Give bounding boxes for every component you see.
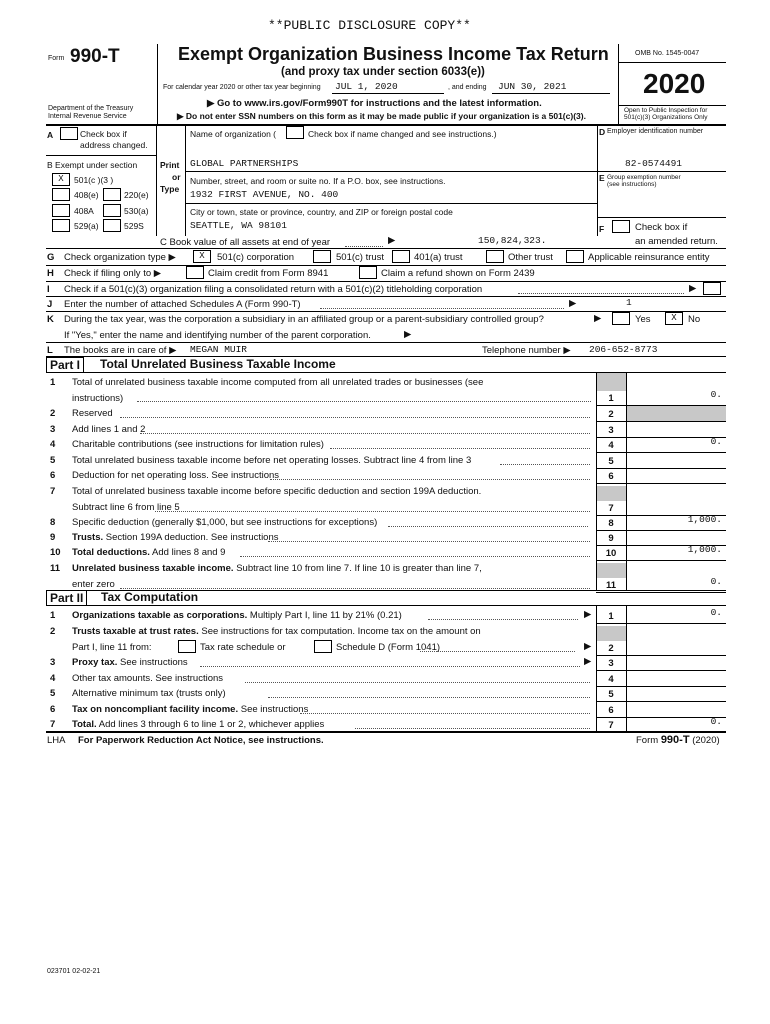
part2-line-num: 1 bbox=[50, 610, 56, 621]
part1-box-number: 8 bbox=[608, 518, 614, 529]
org-name-label: Name of organization ( bbox=[190, 129, 276, 139]
line-h-label: Check if filing only to ▶ bbox=[64, 268, 162, 279]
part1-box-number: 6 bbox=[608, 471, 614, 482]
box-f-letter: F bbox=[599, 224, 605, 234]
529a-label: 529(a) bbox=[74, 221, 99, 231]
phone-label: Telephone number ▶ bbox=[482, 345, 571, 356]
part1-line-num: 4 bbox=[50, 439, 56, 450]
part2-value-input[interactable]: 0. bbox=[710, 607, 722, 618]
arrow-icon: ▶ bbox=[584, 641, 592, 652]
part1-box-number: 3 bbox=[608, 425, 614, 436]
reinsurance-checkbox[interactable] bbox=[566, 250, 584, 263]
part2-line-desc: See instructions for tax computation. Income tax on the amount on bbox=[198, 626, 481, 637]
box-d-letter: D bbox=[599, 127, 606, 137]
org-name: GLOBAL PARTNERSHIPS bbox=[190, 158, 299, 169]
220e-checkbox[interactable] bbox=[103, 188, 121, 201]
501c-trust-checkbox[interactable] bbox=[313, 250, 331, 263]
box-a-letter: A bbox=[47, 130, 54, 140]
part2-box-number: 5 bbox=[608, 689, 614, 700]
amended-return-checkbox[interactable] bbox=[612, 220, 630, 233]
line-j-letter: J bbox=[47, 299, 53, 310]
part1-box-number: 7 bbox=[608, 503, 614, 514]
part1-box-number: 4 bbox=[608, 440, 614, 451]
part2-line-desc: Multiply Part I, line 11 by 21% (0.21) bbox=[247, 610, 402, 621]
part1-line-num: 1 bbox=[50, 377, 56, 388]
part2-line-desc: See instructions bbox=[238, 704, 309, 715]
line-k-label: During the tax year, was the corporation a subsidiary in an affiliated group or a parent-subsidiary controlled group? bbox=[64, 314, 544, 325]
part1-box-number: 10 bbox=[605, 548, 617, 559]
line-k-letter: K bbox=[47, 314, 54, 325]
part1-line-desc: Section 199A deduction. See instructions bbox=[103, 532, 279, 543]
part1-value-input[interactable]: 1,000. bbox=[687, 514, 722, 525]
part2-line-bold: Organizations taxable as corporations. bbox=[72, 610, 248, 621]
or-label: or bbox=[172, 172, 181, 182]
name-changed-checkbox[interactable] bbox=[286, 126, 304, 139]
part1-box-number: 11 bbox=[605, 580, 617, 591]
other-trust-checkbox[interactable] bbox=[486, 250, 504, 263]
form-number: 990-T bbox=[70, 46, 120, 67]
line-g-letter: G bbox=[47, 252, 55, 263]
part2-line-text2: Part I, line 11 from: bbox=[72, 642, 152, 653]
part1-line-text: Total of unrelated business taxable income before specific deduction and section 199A deduction. bbox=[72, 486, 482, 497]
schedule-d-label: Schedule D (Form 1041) bbox=[336, 642, 441, 653]
other-trust-label: Other trust bbox=[508, 252, 553, 263]
name-changed-label: Check box if name changed and see instructions.) bbox=[308, 129, 497, 139]
part1-box-number: 9 bbox=[608, 533, 614, 544]
part1-line-num: 3 bbox=[50, 424, 56, 435]
408e-label: 408(e) bbox=[74, 190, 99, 200]
part1-line-num: 11 bbox=[50, 563, 61, 574]
part-i-title: Total Unrelated Business Taxable Income bbox=[100, 357, 336, 371]
part2-line-text bbox=[72, 704, 308, 715]
address-changed-checkbox[interactable] bbox=[60, 127, 78, 140]
irs-label: Internal Revenue Service bbox=[48, 113, 127, 120]
line-j-label: Enter the number of attached Schedules A (Form 990-T) bbox=[64, 299, 301, 310]
part1-line-bold: Trusts. bbox=[72, 532, 104, 543]
no-label: No bbox=[688, 314, 701, 325]
box-d-label: Employer identification number bbox=[607, 128, 704, 135]
part1-value-input[interactable]: 1,000. bbox=[687, 544, 722, 555]
subsidiary-no-checkbox[interactable]: X bbox=[665, 312, 683, 325]
501c-checkbox[interactable]: X bbox=[52, 173, 70, 186]
box-e-label2: (see instructions) bbox=[607, 181, 657, 188]
tax-year-end: JUN 30, 2021 bbox=[498, 81, 567, 92]
dept-treasury: Department of the Treasury bbox=[48, 105, 134, 112]
part1-line-text: Add lines 1 and 2 bbox=[72, 424, 146, 435]
tax-year: 2020 bbox=[643, 68, 706, 99]
box-b-label: B Exempt under section bbox=[47, 160, 138, 170]
part2-line-num: 6 bbox=[50, 704, 56, 715]
part2-line-text bbox=[72, 657, 188, 668]
part1-line-text2: Subtract line 6 from line 5 bbox=[72, 502, 180, 513]
form-2439-checkbox[interactable] bbox=[359, 266, 377, 279]
footer-form-word: Form bbox=[636, 735, 659, 746]
city-label: City or town, state or province, country, and ZIP or foreign postal code bbox=[190, 207, 453, 217]
phone-number: 206-652-8773 bbox=[589, 344, 658, 355]
lha-label: LHA bbox=[47, 735, 66, 746]
part2-box-number: 1 bbox=[608, 611, 614, 622]
part2-box-number: 2 bbox=[608, 643, 614, 654]
part1-line-text: Reserved bbox=[72, 408, 113, 419]
book-value: 150,824,323. bbox=[478, 235, 547, 246]
part2-line-num: 4 bbox=[50, 673, 56, 684]
part2-line-text bbox=[72, 610, 402, 621]
501c-corp-checkbox[interactable]: X bbox=[193, 250, 211, 263]
schedules-count: 1 bbox=[626, 297, 632, 308]
reinsurance-label: Applicable reinsurance entity bbox=[588, 252, 710, 263]
yes-label: Yes bbox=[635, 314, 651, 325]
part2-line-text: Alternative minimum tax (trusts only) bbox=[72, 688, 226, 699]
tax-rate-schedule-checkbox[interactable] bbox=[178, 640, 196, 653]
part1-line-num: 6 bbox=[50, 470, 56, 481]
form-8941-label: Claim credit from Form 8941 bbox=[208, 268, 329, 279]
part2-line-text bbox=[72, 719, 324, 730]
calendar-year-text: For calendar year 2020 or other tax year beginning bbox=[163, 84, 321, 91]
goto-instructions: ▶ Go to www.irs.gov/Form990T for instructions and the latest information. bbox=[207, 98, 542, 109]
part1-line-num: 2 bbox=[50, 408, 56, 419]
city-state-zip: SEATTLE, WA 98101 bbox=[190, 220, 287, 231]
part1-line-text: Specific deduction (generally $1,000, but see instructions for exceptions) bbox=[72, 517, 378, 528]
form-title: Exempt Organization Business Income Tax Return bbox=[178, 44, 609, 64]
arrow-icon: ▶ bbox=[594, 313, 602, 324]
footer-form-ref bbox=[636, 734, 720, 746]
401a-trust-label: 401(a) trust bbox=[414, 252, 463, 263]
part1-line-num: 9 bbox=[50, 532, 56, 543]
schedule-d-checkbox[interactable] bbox=[314, 640, 332, 653]
part1-line-text2: enter zero bbox=[72, 579, 115, 590]
arrow-icon: ▶ bbox=[584, 656, 592, 667]
box-f-label1: Check box if bbox=[635, 222, 688, 233]
ein-value: 82-0574491 bbox=[625, 158, 683, 169]
part2-box-number: 4 bbox=[608, 674, 614, 685]
408a-checkbox[interactable] bbox=[52, 204, 70, 217]
footer-form-number: 990-T bbox=[660, 734, 690, 746]
part1-line-text bbox=[72, 563, 482, 574]
part1-line-text bbox=[72, 547, 225, 558]
408a-label: 408A bbox=[74, 206, 94, 216]
part1-line-num: 7 bbox=[50, 486, 56, 497]
arrow-icon: ▶ bbox=[569, 298, 577, 309]
part-i-tag: Part I bbox=[46, 357, 84, 373]
part1-line-text: Charitable contributions (see instructions for limitation rules) bbox=[72, 439, 324, 450]
part1-line-text: Deduction for net operating loss. See instructions bbox=[72, 470, 280, 481]
401a-trust-checkbox[interactable] bbox=[392, 250, 410, 263]
part1-value-input[interactable]: 0. bbox=[710, 389, 722, 400]
part1-line-bold: Total deductions. bbox=[72, 547, 150, 558]
part1-line-num: 8 bbox=[50, 517, 56, 528]
part2-line-bold: Tax on noncompliant facility income. bbox=[72, 704, 239, 715]
530a-label: 530(a) bbox=[124, 206, 149, 216]
part1-box-number: 5 bbox=[608, 456, 614, 467]
part2-box-number: 7 bbox=[608, 720, 614, 731]
part-ii-title: Tax Computation bbox=[101, 590, 199, 604]
box-c-label: C Book value of all assets at end of year bbox=[160, 237, 331, 248]
tax-rate-schedule-label: Tax rate schedule or bbox=[200, 642, 286, 653]
part2-line-bold: Trusts taxable at trust rates. bbox=[72, 626, 199, 637]
530a-checkbox[interactable] bbox=[103, 204, 121, 217]
omb-number: OMB No. 1545-0047 bbox=[635, 50, 700, 57]
part2-line-desc: Add lines 3 through 6 to line 1 or 2, whichever applies bbox=[96, 719, 325, 730]
part1-line-text bbox=[72, 532, 279, 543]
arrow-icon: ▶ bbox=[584, 609, 592, 620]
form-label: Form bbox=[48, 55, 65, 62]
220e-label: 220(e) bbox=[124, 190, 149, 200]
line-g-label: Check organization type ▶ bbox=[64, 252, 176, 263]
part2-line-desc: See instructions bbox=[117, 657, 188, 668]
408e-checkbox[interactable] bbox=[52, 188, 70, 201]
part1-line-bold: Unrelated business taxable income. bbox=[72, 563, 234, 574]
street-label: Number, street, and room or suite no. If a P.O. box, see instructions. bbox=[190, 176, 446, 186]
part1-line-num: 5 bbox=[50, 455, 56, 466]
part2-value-input[interactable]: 0. bbox=[710, 716, 722, 727]
arrow-icon: ▶ bbox=[388, 235, 396, 246]
subsidiary-yes-checkbox[interactable] bbox=[612, 312, 630, 325]
part1-value-input[interactable]: 0. bbox=[710, 576, 722, 587]
line-l-letter: L bbox=[47, 345, 53, 356]
part1-box-number: 2 bbox=[608, 409, 614, 420]
tax-year-begin: JUL 1, 2020 bbox=[335, 81, 398, 92]
part1-value-input[interactable]: 0. bbox=[710, 436, 722, 447]
form-2439-label: Claim a refund shown on Form 2439 bbox=[381, 268, 535, 279]
form-code: 023701 02-02-21 bbox=[47, 968, 101, 975]
public-disclosure-banner: **PUBLIC DISCLOSURE COPY** bbox=[268, 18, 471, 33]
line-i-label: Check if a 501(c)(3) organization filing a consolidated return with a 501(c)(2) titleholding corporation bbox=[64, 284, 483, 295]
part2-line-num: 7 bbox=[50, 719, 56, 730]
box-a-label1: Check box if bbox=[80, 129, 127, 139]
and-ending-text: , and ending bbox=[448, 84, 487, 91]
part1-line-text: Total unrelated business taxable income before net operating losses. Subtract line 4 from line 3 bbox=[72, 455, 472, 466]
part2-line-num: 2 bbox=[50, 626, 56, 637]
part1-line-text: Total of unrelated business taxable income computed from all unrelated trades or businesses (see bbox=[72, 377, 484, 388]
form-8941-checkbox[interactable] bbox=[186, 266, 204, 279]
box-e-letter: E bbox=[599, 173, 605, 183]
form-subtitle: (and proxy tax under section 6033(e)) bbox=[281, 66, 485, 78]
part1-box-number: 1 bbox=[608, 393, 614, 404]
street-address: 1932 FIRST AVENUE, NO. 400 bbox=[190, 189, 339, 200]
ssn-warning: ▶ Do not enter SSN numbers on this form as it may be made public if your organization is a 501(c)(3). bbox=[177, 111, 586, 121]
529s-label: 529S bbox=[124, 221, 144, 231]
501c-corp-label: 501(c) corporation bbox=[217, 252, 295, 263]
footer-form-year: (2020) bbox=[692, 735, 720, 746]
part2-line-text: Other tax amounts. See instructions bbox=[72, 673, 224, 684]
part1-line-desc: Subtract line 10 from line 7. If line 10 is greater than line 7, bbox=[233, 563, 482, 574]
paperwork-notice: For Paperwork Reduction Act Notice, see instructions. bbox=[78, 735, 324, 746]
part1-line-text2: instructions) bbox=[72, 393, 124, 404]
print-label: Print bbox=[160, 160, 180, 170]
books-in-care-of: MEGAN MUIR bbox=[190, 344, 248, 355]
529s-checkbox[interactable] bbox=[103, 219, 121, 232]
arrow-icon: ▶ bbox=[404, 329, 412, 340]
line-k-sub: If "Yes," enter the name and identifying number of the parent corporation. bbox=[64, 330, 371, 341]
part-ii-tag: Part II bbox=[46, 590, 87, 606]
part2-box-number: 3 bbox=[608, 658, 614, 669]
line-l-label: The books are in care of ▶ bbox=[64, 345, 177, 356]
type-label: Type bbox=[160, 184, 180, 194]
501c-label: 501(c )(3 ) bbox=[74, 175, 114, 185]
part1-line-desc: Add lines 8 and 9 bbox=[149, 547, 226, 558]
part2-line-num: 3 bbox=[50, 657, 56, 668]
part2-line-bold: Total. bbox=[72, 719, 97, 730]
part2-box-number: 6 bbox=[608, 705, 614, 716]
open-public-line2: 501(c)(3) Organizations Only bbox=[624, 114, 708, 121]
529a-checkbox[interactable] bbox=[52, 219, 70, 232]
part2-line-num: 5 bbox=[50, 688, 56, 699]
arrow-icon: ▶ bbox=[689, 283, 697, 294]
line-h-letter: H bbox=[47, 268, 54, 279]
part1-line-num: 10 bbox=[50, 547, 61, 558]
consolidated-return-checkbox[interactable] bbox=[703, 282, 721, 295]
part2-line-text bbox=[72, 626, 481, 637]
line-i-letter: I bbox=[47, 284, 50, 295]
501c-trust-label: 501(c) trust bbox=[336, 252, 385, 263]
box-a-label2: address changed. bbox=[80, 140, 148, 150]
open-public-line1: Open to Public Inspection for bbox=[624, 107, 708, 114]
box-e-label1: Group exemption number bbox=[607, 174, 681, 181]
part2-line-bold: Proxy tax. bbox=[72, 657, 118, 668]
box-f-label2: an amended return. bbox=[635, 236, 718, 247]
